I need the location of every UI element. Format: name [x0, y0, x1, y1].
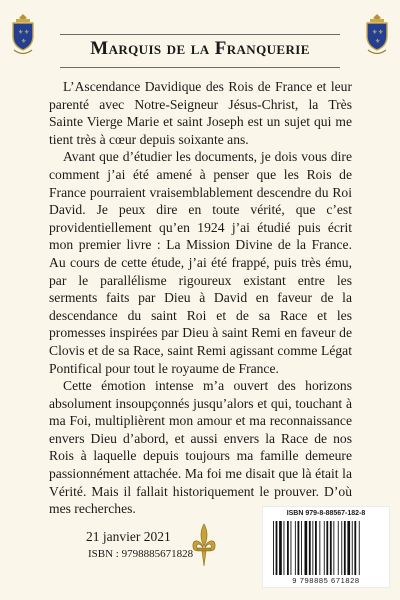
barcode-block — [262, 506, 390, 588]
svg-text:⚜: ⚜ — [375, 39, 381, 45]
title-rule-top — [60, 34, 340, 35]
barcode-digits: 9 798885 671828 — [292, 576, 360, 585]
author-title: Marquis de la Franquerie — [90, 38, 310, 59]
coat-of-arms-icon — [362, 12, 392, 58]
svg-text:⚜: ⚜ — [18, 30, 24, 36]
back-cover-text — [49, 78, 352, 518]
svg-text:⚜: ⚜ — [21, 39, 27, 45]
paragraph-3: Cette émotion intense m’a ouvert des horizons absolument insoupçonnés jusqu’alors et qui, touchant à ma Foi, multiplièrent mon amour et ma reconnaissance envers Dieu d’abord, et aussi envers la Race de nos Rois à laquelle depuis toujours ma famille demeure passionnément attachée. Ma foi me disait que là était la Vérité. Mais il fallait historiquement le prouver. D’où mes recherches. — [49, 378, 352, 517]
isbn-line: ISBN : 9798885671828 — [88, 548, 194, 560]
title-rule-bottom — [60, 67, 340, 68]
paragraph-2: Avant que d’étudier les documents, je dois vous dire comment j’ai été amené à penser que les Rois de France pourraient vraisemblablement descendre du Roi David. Je peux dire en toute vérité, que c’est providentiellement qu’en 1924 j’ai étudié puis écrit mon premier livre : La Mission Divine de la France. Au cours de cette étude, j’ai été frappé, puis très ému, par le parallélisme rigoureux existant entre les serments faits par Dieu à David en faveur de la descendance du saint Roi et de sa Race et les promesses inspirées par Dieu à saint Remi en faveur de Clovis et de sa Race, saint Remi agissant comme Légat Pontifical pour tout le royaume de France. — [49, 149, 352, 376]
paragraph-1: L’Ascendance Davidique des Rois de France et leur parenté avec Notre-Seigneur Jésus-Christ, la Très Sainte Vierge Marie et saint Joseph est un sujet qui me tient très à cœur depuis soixante ans. — [49, 79, 352, 147]
barcode-icon — [271, 521, 381, 575]
coat-of-arms-icon — [8, 12, 38, 58]
svg-text:⚜: ⚜ — [24, 30, 30, 36]
publication-date: 21 janvier 2021 — [86, 529, 171, 544]
barcode-isbn-label: ISBN 979-8-88567-182-8 — [286, 510, 366, 517]
svg-text:⚜: ⚜ — [378, 30, 384, 36]
svg-text:⚜: ⚜ — [372, 30, 378, 36]
fleur-de-lis-icon — [190, 522, 218, 568]
